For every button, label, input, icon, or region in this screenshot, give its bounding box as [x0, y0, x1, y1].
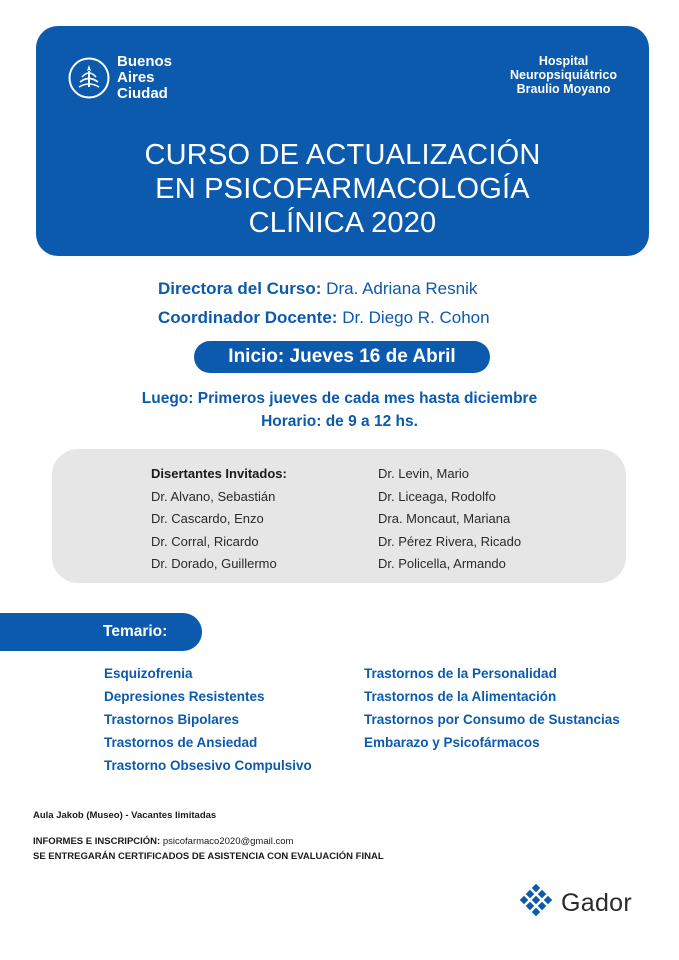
hospital-line: Neuropsiquiátrico [510, 68, 617, 82]
temario-heading: Temario: [0, 613, 202, 651]
guest-column-left [151, 463, 287, 576]
sponsor-name: Gador [561, 888, 632, 917]
guest-speakers-panel [52, 449, 626, 583]
title-line: EN PSICOFARMACOLOGÍA [155, 173, 530, 205]
logo-line: Aires [117, 69, 155, 86]
sponsor-logo [517, 884, 632, 922]
contact-email: psicofarmaco2020@gmail.com [162, 836, 294, 847]
hospital-line: Braulio Moyano [516, 82, 611, 96]
course-staff [158, 274, 490, 332]
topic-item: Trastornos Bipolares [104, 712, 240, 727]
title-line: CLÍNICA 2020 [248, 207, 437, 239]
guest-speaker: Dr. Levin, Mario [378, 466, 470, 481]
guest-speaker: Dra. Moncaut, Mariana [378, 511, 511, 526]
guest-speaker: Dr. Liceaga, Rodolfo [378, 488, 496, 504]
topic-item: Trastornos de la Alimentación [364, 689, 557, 704]
course-title [36, 138, 649, 240]
topics-column-right [364, 662, 620, 754]
director-row [158, 274, 490, 303]
topic-item: Embarazo y Psicofármacos [364, 735, 540, 750]
guest-speaker: Dr. Corral, Ricardo [151, 533, 259, 549]
hospital-line: Hospital [538, 54, 589, 68]
schedule-hours: Horario: de 9 a 12 hs. [261, 413, 418, 430]
coordinator-row [158, 303, 490, 332]
schedule [0, 387, 679, 433]
guest-column-right [378, 463, 521, 576]
coordinator-label: Coordinador Docente: [158, 308, 338, 327]
coordinator-name: Dr. Diego R. Cohon [342, 308, 490, 327]
director-name: Dra. Adriana Resnik [326, 279, 478, 298]
hospital-name [510, 54, 617, 96]
topic-item: Trastornos de Ansiedad [104, 735, 258, 750]
start-date-badge: Inicio: Jueves 16 de Abril [194, 341, 490, 373]
guest-speaker: Dr. Cascardo, Enzo [151, 511, 264, 526]
topic-item: Trastornos por Consumo de Sustancias [364, 712, 620, 727]
guest-speaker: Dr. Alvano, Sebastián [151, 488, 276, 504]
logo-line: Buenos [117, 53, 173, 70]
topics-column-left [104, 662, 312, 777]
topic-item: Esquizofrenia [104, 666, 193, 681]
venue-note: Aula Jakob (Museo) - Vacantes limitadas [33, 810, 217, 821]
schedule-frequency: Luego: Primeros jueves de cada mes hasta diciembre [141, 390, 538, 407]
certificates-note: SE ENTREGARÁN CERTIFICADOS DE ASISTENCIA CON EVALUACIÓN FINAL [33, 851, 384, 862]
gador-mark-icon [517, 884, 555, 922]
city-emblem-icon [68, 57, 110, 99]
director-label: Directora del Curso: [158, 279, 322, 298]
guest-speaker: Dr. Pérez Rivera, Ricado [378, 533, 522, 549]
info-line [33, 836, 293, 847]
logo-text [117, 54, 172, 102]
topic-item: Trastornos de la Personalidad [364, 666, 557, 681]
guest-speaker: Dr. Policella, Armando [378, 556, 506, 571]
title-line: CURSO DE ACTUALIZACIÓN [144, 139, 541, 171]
header-banner [36, 26, 649, 256]
info-label: INFORMES E INSCRIPCIÓN: [33, 836, 161, 847]
topic-item: Depresiones Resistentes [104, 689, 265, 704]
topic-item: Trastorno Obsesivo Compulsivo [104, 758, 312, 773]
guest-speaker: Dr. Dorado, Guillermo [151, 556, 277, 571]
logo-line: Ciudad [117, 85, 168, 102]
buenos-aires-logo [68, 54, 172, 102]
guests-heading: Disertantes Invitados: [151, 466, 287, 481]
